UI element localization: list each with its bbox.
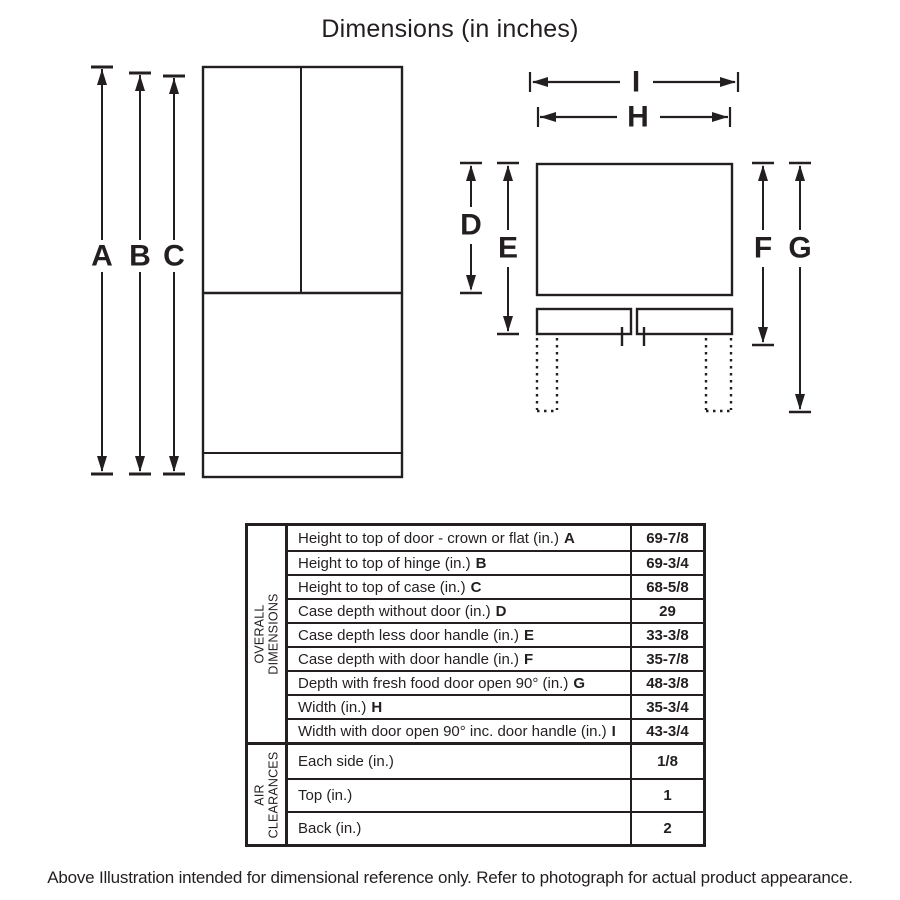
dimension-description (288, 648, 630, 670)
dimension-arrow-i (530, 66, 738, 99)
dimension-description (288, 672, 630, 694)
dimension-value: 43-3/4 (630, 720, 703, 742)
dimension-arrow-c (163, 76, 185, 474)
reference-footnote: Above Illustration intended for dimensional reference only. Refer to photograph for actual product appearance. (47, 868, 853, 887)
dimension-letter: A (563, 529, 575, 547)
dimension-description (288, 720, 630, 742)
dimension-letter: D (495, 602, 507, 620)
page-title: Dimensions (in inches) (321, 15, 579, 43)
dimension-arrow-f (752, 163, 774, 345)
dimension-label: Width with door open 90° inc. door handle (in.) (298, 722, 607, 740)
clearance-label: Each side (in.) (298, 753, 394, 770)
dimension-description (288, 552, 630, 574)
right-door-side (637, 309, 732, 334)
dimension-letter-f: F (753, 231, 773, 265)
clearance-description (288, 813, 630, 844)
dimension-letter-c: C (163, 239, 185, 273)
section-label-text: AIR CLEARANCES (252, 751, 280, 838)
fridge-front-outline (203, 67, 402, 477)
dimension-letter-i: I (631, 65, 641, 99)
dimension-label: Case depth less door handle (in.) (298, 626, 519, 644)
dimension-value: 48-3/8 (630, 672, 703, 694)
dimension-letter: B (475, 554, 487, 572)
dimension-value: 29 (630, 600, 703, 622)
dimension-letter-h: H (627, 100, 649, 134)
dimension-arrow-e (497, 163, 519, 334)
dimension-letter-a: A (91, 239, 113, 273)
dimension-label: Depth with fresh food door open 90° (in.) (298, 674, 569, 692)
dimension-letter: C (470, 578, 482, 596)
dimension-arrow-g (788, 163, 811, 412)
side-view-diagram (450, 60, 850, 430)
dimension-description (288, 600, 630, 622)
table-row (288, 811, 703, 844)
table-row (288, 718, 703, 742)
door-open-projection-dotted (537, 338, 731, 411)
section-label-text: OVERALL DIMENSIONS (252, 593, 280, 675)
clearance-value: 1 (630, 780, 703, 811)
clearance-description (288, 780, 630, 811)
dimension-description (288, 526, 630, 550)
dimension-letter-g: G (788, 231, 812, 265)
dimension-label: Case depth with door handle (in.) (298, 650, 519, 668)
dimension-label: Case depth without door (in.) (298, 602, 491, 620)
clearance-value: 1/8 (630, 745, 703, 778)
dimension-letter-b: B (129, 239, 151, 273)
dimension-letter: F (523, 650, 534, 668)
dimensions-table (245, 523, 706, 847)
dimension-arrow-b (129, 73, 151, 474)
front-view-diagram (60, 55, 420, 495)
left-door-side (537, 309, 631, 334)
dimension-arrow-h (538, 101, 730, 134)
table-row (288, 646, 703, 670)
clearance-description (288, 745, 630, 778)
dimension-value: 35-7/8 (630, 648, 703, 670)
table-section-air-clearances (248, 742, 703, 844)
dimension-letter: G (573, 674, 585, 692)
section-label-overall-dimensions (248, 526, 288, 742)
dimension-arrow-a (91, 67, 113, 474)
overall-dimension-rows (288, 526, 703, 742)
dimension-label: Height to top of door - crown or flat (in.) (298, 529, 559, 547)
table-section-overall-dimensions (248, 526, 703, 742)
dimension-letter: I (611, 722, 616, 740)
air-clearance-rows (288, 745, 703, 844)
dimension-letter-d: D (460, 208, 482, 242)
clearance-label: Top (in.) (298, 787, 353, 804)
dimension-description (288, 696, 630, 718)
dimension-letter: H (371, 698, 383, 716)
table-row (288, 778, 703, 811)
table-row (288, 526, 703, 550)
table-row (288, 670, 703, 694)
dimension-value: 69-3/4 (630, 552, 703, 574)
case-side (537, 164, 732, 295)
table-row (288, 598, 703, 622)
dimension-value: 69-7/8 (630, 526, 703, 550)
table-row (288, 694, 703, 718)
section-label-air-clearances (248, 745, 288, 844)
dimension-value: 35-3/4 (630, 696, 703, 718)
dimension-letter: E (523, 626, 534, 644)
clearance-label: Back (in.) (298, 820, 362, 837)
dimension-arrow-d (460, 163, 482, 293)
fridge-side-outline (537, 164, 732, 346)
dimension-label: Height to top of hinge (in.) (298, 554, 471, 572)
dimension-label: Height to top of case (in.) (298, 578, 466, 596)
fridge-cabinet (203, 67, 402, 477)
table-row (288, 574, 703, 598)
clearance-value: 2 (630, 813, 703, 844)
dimension-description (288, 576, 630, 598)
dimension-value: 68-5/8 (630, 576, 703, 598)
dimension-description (288, 624, 630, 646)
table-row (288, 622, 703, 646)
dimension-value: 33-3/8 (630, 624, 703, 646)
table-row (288, 745, 703, 778)
dimension-label: Width (in.) (298, 698, 367, 716)
table-row (288, 550, 703, 574)
dimension-letter-e: E (497, 231, 519, 265)
